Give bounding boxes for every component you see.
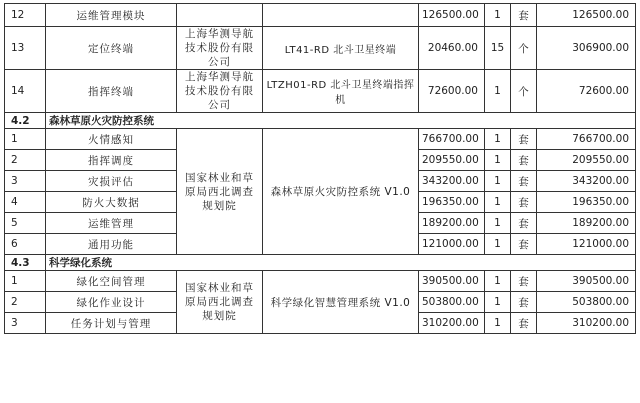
unit: 套 [511, 213, 537, 234]
row-number: 6 [5, 234, 46, 255]
section-header-row [5, 113, 636, 129]
spec-cell: LTZH01-RD 北斗卫星终端指挥机 [263, 70, 419, 113]
vendor-cell: 国家林业和草原局西北调查规划院 [177, 271, 263, 334]
unit: 套 [511, 192, 537, 213]
unit: 套 [511, 171, 537, 192]
unit-price: 126500.00 [419, 4, 485, 27]
quantity: 1 [485, 292, 511, 313]
item-name: 防火大数据 [46, 192, 177, 213]
row-number: 3 [5, 313, 46, 334]
total-price: 72600.00 [537, 70, 636, 113]
row-number: 2 [5, 292, 46, 313]
item-name: 火情感知 [46, 129, 177, 150]
vendor-cell: 上海华测导航技术股份有限公司 [177, 70, 263, 113]
quantity: 1 [485, 192, 511, 213]
table-row [5, 271, 636, 292]
section-number: 4.3 [5, 255, 46, 271]
section-header-row [5, 255, 636, 271]
total-price: 209550.00 [537, 150, 636, 171]
total-price: 766700.00 [537, 129, 636, 150]
table-row [5, 27, 636, 70]
quantity: 1 [485, 150, 511, 171]
quantity: 15 [485, 27, 511, 70]
total-price: 503800.00 [537, 292, 636, 313]
procurement-table [4, 3, 636, 334]
quantity: 1 [485, 171, 511, 192]
unit-price: 310200.00 [419, 313, 485, 334]
total-price: 306900.00 [537, 27, 636, 70]
unit: 套 [511, 234, 537, 255]
row-number: 4 [5, 192, 46, 213]
unit: 套 [511, 292, 537, 313]
item-name: 任务计划与管理 [46, 313, 177, 334]
quantity: 1 [485, 4, 511, 27]
unit: 套 [511, 271, 537, 292]
unit: 套 [511, 313, 537, 334]
quantity: 1 [485, 129, 511, 150]
unit-price: 20460.00 [419, 27, 485, 70]
total-price: 390500.00 [537, 271, 636, 292]
spec-cell: 科学绿化智慧管理系统 V1.0 [263, 271, 419, 334]
unit: 个 [511, 27, 537, 70]
section-title: 科学绿化系统 [46, 255, 636, 271]
row-number: 14 [5, 70, 46, 113]
item-name: 通用功能 [46, 234, 177, 255]
table-row [5, 70, 636, 113]
vendor-cell: 上海华测导航技术股份有限公司 [177, 27, 263, 70]
row-number: 1 [5, 271, 46, 292]
vendor-cell [177, 4, 263, 27]
unit-price: 72600.00 [419, 70, 485, 113]
table-row [5, 129, 636, 150]
quantity: 1 [485, 234, 511, 255]
total-price: 343200.00 [537, 171, 636, 192]
quantity: 1 [485, 313, 511, 334]
total-price: 126500.00 [537, 4, 636, 27]
vendor-cell: 国家林业和草原局西北调查规划院 [177, 129, 263, 255]
total-price: 121000.00 [537, 234, 636, 255]
row-number: 13 [5, 27, 46, 70]
unit: 个 [511, 70, 537, 113]
item-name: 灾损评估 [46, 171, 177, 192]
quantity: 1 [485, 271, 511, 292]
row-number: 1 [5, 129, 46, 150]
unit-price: 121000.00 [419, 234, 485, 255]
section-number: 4.2 [5, 113, 46, 129]
total-price: 310200.00 [537, 313, 636, 334]
spec-cell: LT41-RD 北斗卫星终端 [263, 27, 419, 70]
unit: 套 [511, 4, 537, 27]
total-price: 189200.00 [537, 213, 636, 234]
unit-price: 503800.00 [419, 292, 485, 313]
item-name: 指挥调度 [46, 150, 177, 171]
row-number: 5 [5, 213, 46, 234]
unit-price: 390500.00 [419, 271, 485, 292]
row-number: 12 [5, 4, 46, 27]
item-name: 运维管理 [46, 213, 177, 234]
unit-price: 209550.00 [419, 150, 485, 171]
section-title: 森林草原火灾防控系统 [46, 113, 636, 129]
unit-price: 189200.00 [419, 213, 485, 234]
table-row [5, 4, 636, 27]
unit: 套 [511, 150, 537, 171]
total-price: 196350.00 [537, 192, 636, 213]
row-number: 2 [5, 150, 46, 171]
unit-price: 343200.00 [419, 171, 485, 192]
unit: 套 [511, 129, 537, 150]
row-number: 3 [5, 171, 46, 192]
spec-cell [263, 4, 419, 27]
spec-cell: 森林草原火灾防控系统 V1.0 [263, 129, 419, 255]
item-name: 绿化空间管理 [46, 271, 177, 292]
item-name: 运维管理模块 [46, 4, 177, 27]
unit-price: 196350.00 [419, 192, 485, 213]
quantity: 1 [485, 213, 511, 234]
item-name: 定位终端 [46, 27, 177, 70]
item-name: 绿化作业设计 [46, 292, 177, 313]
unit-price: 766700.00 [419, 129, 485, 150]
quantity: 1 [485, 70, 511, 113]
item-name: 指挥终端 [46, 70, 177, 113]
